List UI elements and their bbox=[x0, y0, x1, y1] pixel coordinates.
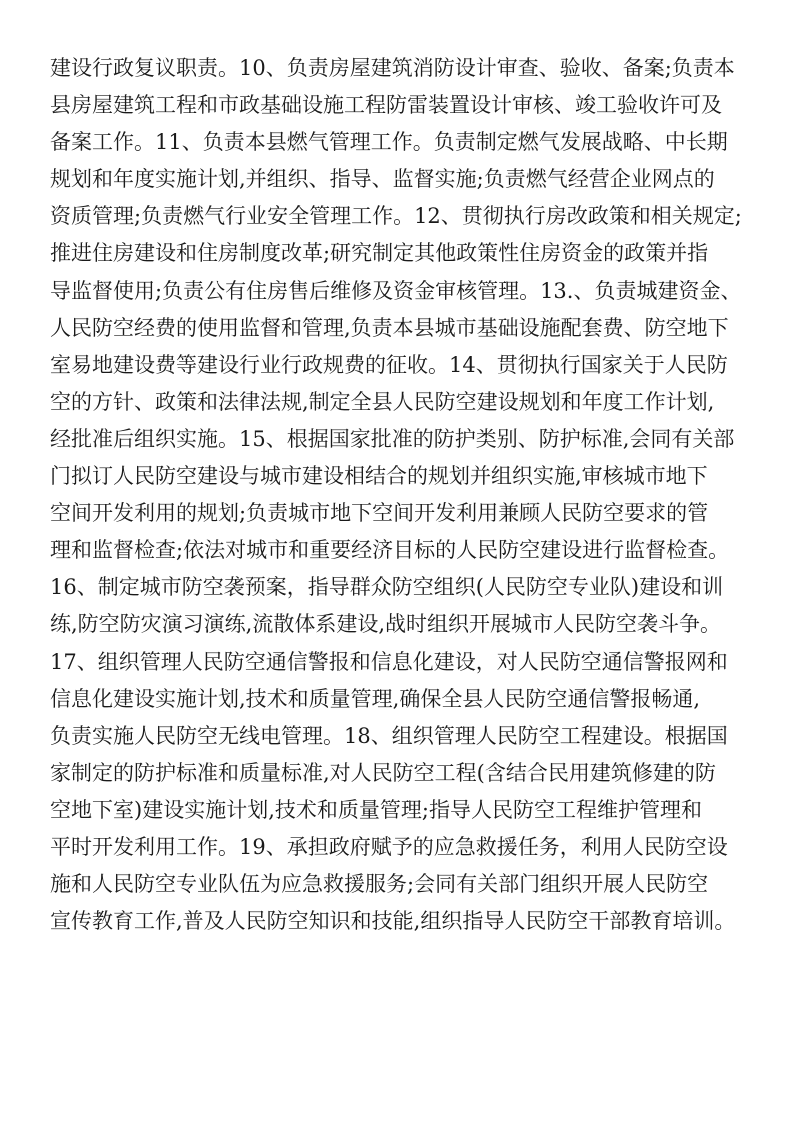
text-line: 人民防空经费的使用监督和管理,负责本县城市基础设施配套费、防空地下 bbox=[50, 315, 729, 340]
text-line: 练,防空防灾演习演练,流散体系建设,战时组织开展城市人民防空袭斗争。 bbox=[50, 612, 722, 637]
text-line: 经批准后组织实施。15、根据国家批准的防护类别、防护标准,会同有关部 bbox=[50, 426, 735, 451]
text-line: 空的方针、政策和法律法规,制定全县人民防空建设规划和年度工作计划, bbox=[50, 389, 715, 414]
text-line: 空间开发利用的规划;负责城市地下空间开发利用兼顾人民防空要求的管 bbox=[50, 501, 709, 526]
text-line: 室易地建设费等建设行业行政规费的征收。14、贯彻执行国家关于人民防 bbox=[50, 352, 728, 377]
text-line: 规划和年度实施计划,并组织、指导、监督实施;负责燃气经营企业网点的 bbox=[50, 167, 715, 192]
text-line: 导监督使用;负责公有住房售后维修及资金审核管理。13.、负责城建资金、 bbox=[50, 278, 742, 303]
text-line: 门拟订人民防空建设与城市建设相结合的规划并组织实施,审核城市地下 bbox=[50, 464, 708, 489]
text-line: 家制定的防护标准和质量标准,对人民防空工程(含结合民用建筑修建的防 bbox=[50, 760, 716, 785]
text-line: 平时开发利用工作。19、承担政府赋予的应急救援任务，利用人民防空设 bbox=[50, 834, 728, 859]
body-text bbox=[50, 50, 750, 940]
text-line: 16、制定城市防空袭预案，指导群众防空组织(人民防空专业队)建设和训 bbox=[50, 575, 724, 600]
text-line: 推进住房建设和住房制度改革;研究制定其他政策性住房资金的政策并指 bbox=[50, 241, 709, 266]
text-line: 县房屋建筑工程和市政基础设施工程防雷装置设计审核、竣工验收许可及 bbox=[50, 93, 722, 118]
text-line: 建设行政复议职责。10、负责房屋建筑消防设计审查、验收、备案;负责本 bbox=[50, 56, 735, 80]
text-line: 空地下室)建设实施计划,技术和质量管理;指导人民防空工程维护管理和 bbox=[50, 797, 702, 822]
text-line: 施和人民防空专业队伍为应急救援服务;会同有关部门组织开展人民防空 bbox=[50, 872, 709, 897]
text-line: 负责实施人民防空无线电管理。18、组织管理人民防空工程建设。根据国 bbox=[50, 723, 728, 748]
text-line: 资质管理;负责燃气行业安全管理工作。12、贯彻执行房改政策和相关规定; bbox=[50, 204, 742, 229]
text-line: 信息化建设实施计划,技术和质量管理,确保全县人民防空通信警报畅通, bbox=[50, 686, 701, 711]
text-line: 17、组织管理人民防空通信警报和信息化建设，对人民防空通信警报网和 bbox=[50, 649, 728, 674]
text-line: 宣传教育工作,普及人民防空知识和技能,组织指导人民防空干部教育培训。 bbox=[50, 909, 736, 934]
text-line: 备案工作。11、负责本县燃气管理工作。负责制定燃气发展战略、中长期 bbox=[50, 130, 728, 155]
text-line: 理和监督检查;依法对城市和重要经济目标的人民防空建设进行监督检查。 bbox=[50, 538, 730, 563]
